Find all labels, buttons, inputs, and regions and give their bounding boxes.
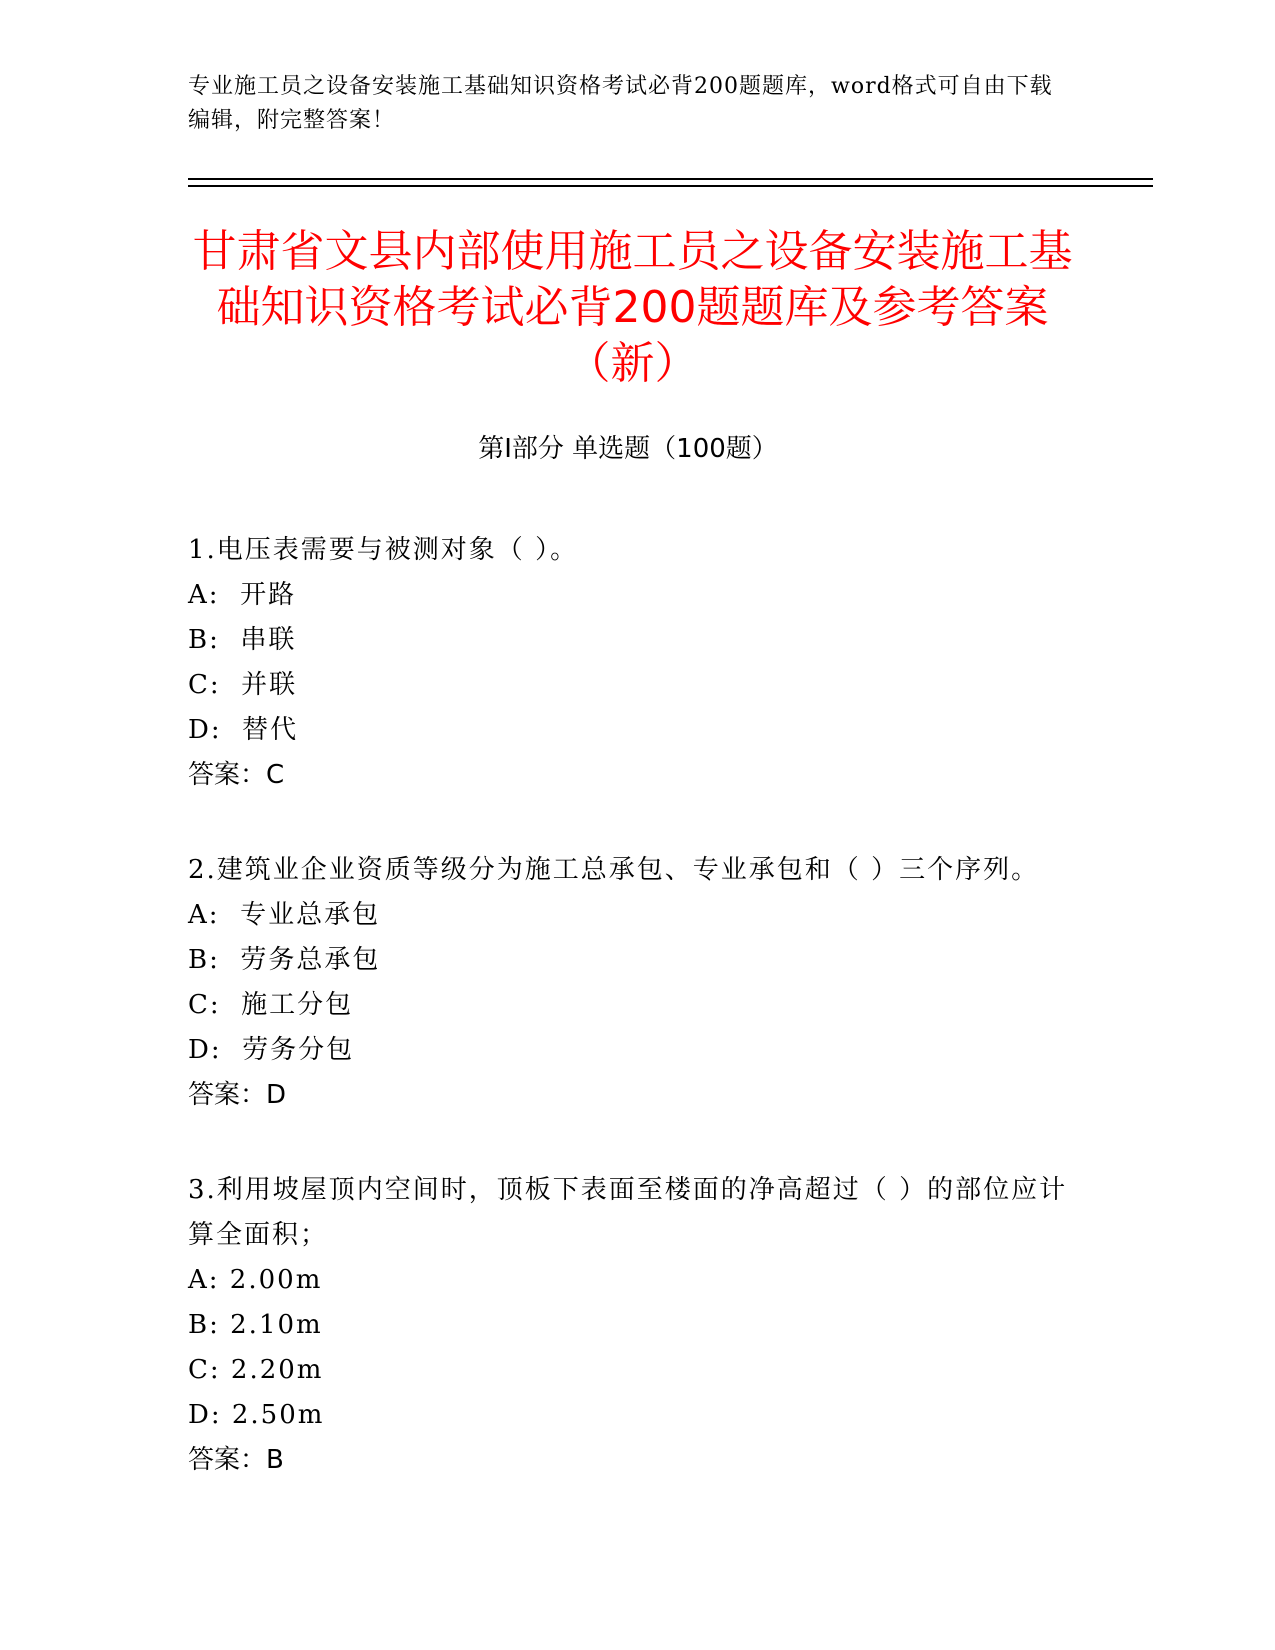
answer-label: 答案： [188,1080,267,1110]
header-rule-top [188,178,1153,180]
question-stem: 3.利用坡屋顶内空间时，顶板下表面至楼面的净高超过（ ）的部位应计算全面积； [188,1175,1068,1250]
option-b: B: 串联 [188,625,297,655]
option-a: A: 开路 [188,580,297,610]
answer-value: B [266,1445,284,1475]
document-title: 甘肃省文县内部使用施工员之设备安装施工基础知识资格考试必背200题题库及参考答案（新） [192,226,1073,389]
answer-value: C [266,760,285,790]
section-heading: 第I部分 单选题（100题） [478,434,778,464]
option-b: B: 劳务总承包 [188,945,381,975]
answer-label: 答案： [188,1445,267,1475]
question-stem: 1.电压表需要与被测对象（ ）。 [188,535,579,565]
option-b: B: 2.10m [188,1310,323,1340]
option-c: C: 并联 [188,670,298,700]
answer-line [188,1438,1078,1483]
option-d: D: 替代 [188,715,299,745]
answer-line [188,753,1078,798]
answer-label: 答案： [188,760,267,790]
answer-line [188,1073,1078,1118]
option-d: D: 2.50m [188,1400,325,1430]
header-rule-bottom [188,185,1153,187]
question-2 [188,848,1078,1118]
header-note: 专业施工员之设备安装施工基础知识资格考试必背200题题库，word格式可自由下载编辑，附完整答案！ [188,74,1053,133]
option-c: C: 施工分包 [188,990,354,1020]
question-stem: 2.建筑业企业资质等级分为施工总承包、专业承包和（ ）三个序列。 [188,855,1040,885]
option-d: D: 劳务分包 [188,1035,355,1065]
option-c: C: 2.20m [188,1355,324,1385]
answer-value: D [266,1080,287,1110]
question-3 [188,1168,1078,1483]
option-a: A: 2.00m [188,1265,323,1295]
option-a: A: 专业总承包 [188,900,381,930]
question-1 [188,528,1078,798]
